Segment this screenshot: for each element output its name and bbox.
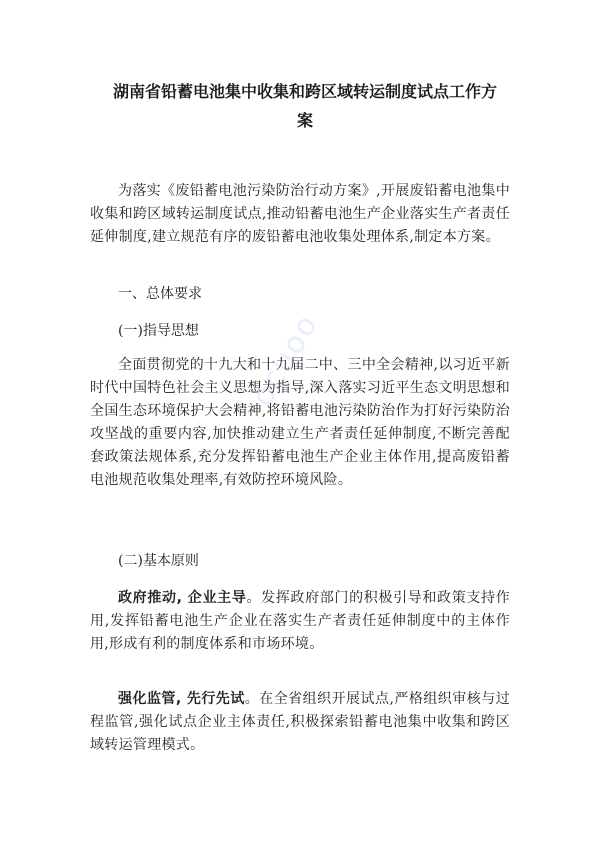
section-heading-general: 一、总体要求	[118, 286, 202, 302]
document-title-line2: 案	[296, 111, 313, 130]
intro-paragraph: 为落实《废铅蓄电池污染防治行动方案》,开展废铅蓄电池集中收集和跨区域转运制度试点,推动铅蓄电池生产企业落实生产者责任延伸制度,建立规范有序的废铅蓄电池收集处理体系,制定本方案。	[90, 183, 510, 245]
principle-paragraph-1	[90, 587, 510, 656]
principle-2-title: 强化监管, 先行先试	[118, 691, 245, 707]
guiding-ideology-paragraph: 全面贯彻党的十九大和十九届二中、三中全会精神,以习近平新时代中国特色社会主义思想为指导,深入落实习近平生态文明思想和全国生态环境保护大会精神,将铅蓄电池污染防治作为打好污染防治攻坚战的重要内容,加快推动建立生产者责任延伸制度,不断完善配套政策法规体系,充分发挥铅蓄电池生产企业主体作用,提高废铅蓄电池规范收集处理率,有效防控环境风险。	[90, 357, 510, 488]
principle-1-title: 政府推动, 企业主导	[118, 590, 247, 606]
document-title-line1: 湖南省铅蓄电池集中收集和跨区域转运制度试点工作方	[112, 82, 497, 101]
principle-1-text: 。发挥政府部门的积极引导和政策支持作用,发挥铅蓄电池生产企业在落实生产者责任延伸制度中的主体作用,形成有利的制度体系和市场环境。	[90, 590, 510, 652]
subheading-guiding-ideology: (一)指导思想	[118, 323, 199, 339]
subheading-basic-principles: (二)基本原则	[118, 553, 199, 569]
watermark: ocuoo	[245, 307, 326, 413]
principle-2-text: 。在全省组织开展试点,严格组织审核与过程监管,强化试点企业主体责任,积极探索铅蓄电池集中收集和跨区域转运管理模式。	[90, 691, 510, 753]
principle-paragraph-2	[90, 688, 510, 757]
